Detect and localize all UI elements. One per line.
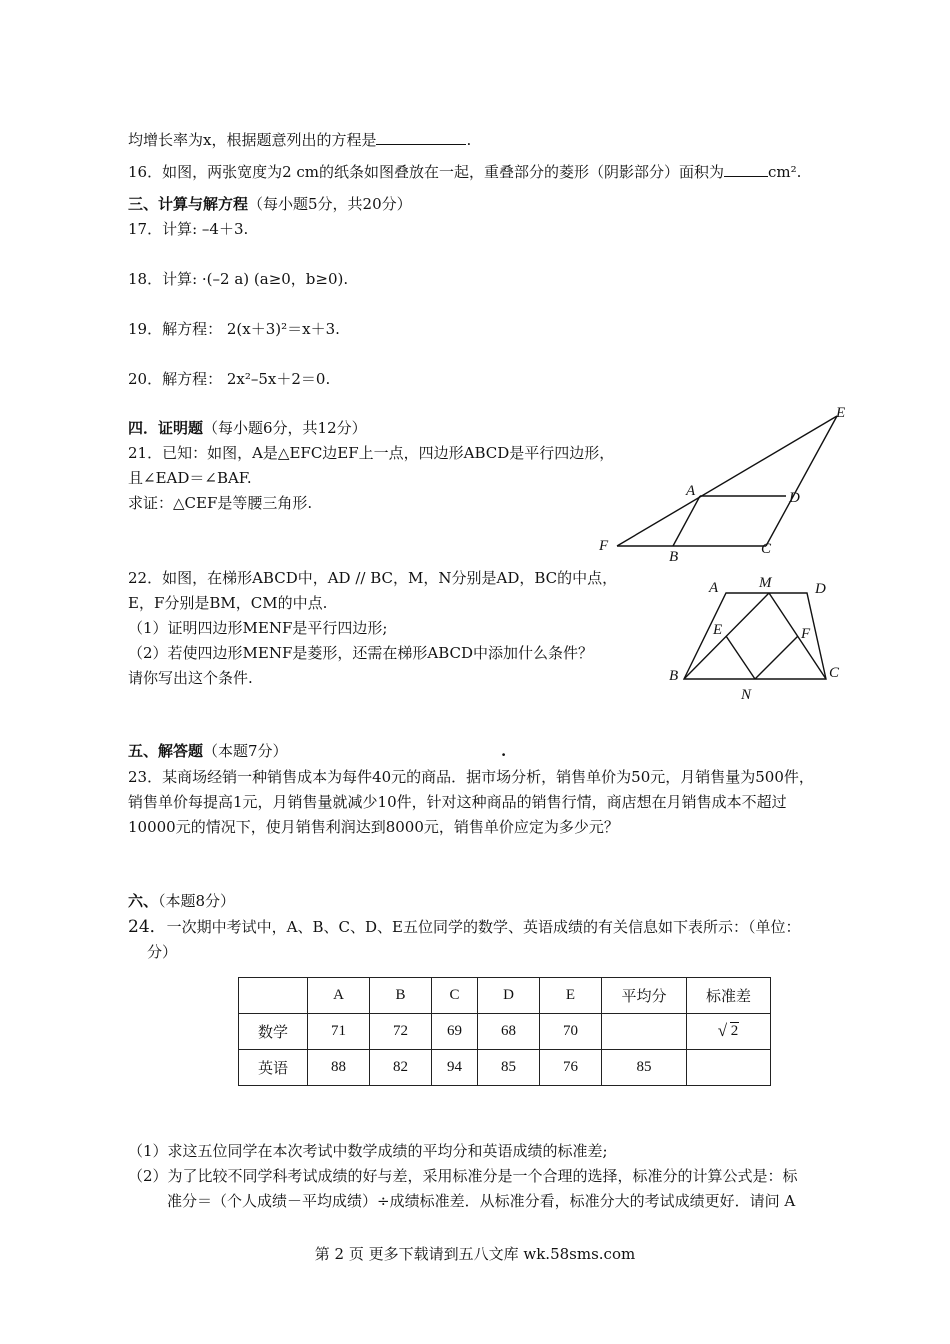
table-cell: 72 <box>370 1014 432 1050</box>
q24-number: 24． <box>128 917 167 937</box>
fig22-label-N: N <box>741 687 752 703</box>
table-header-cell: D <box>478 978 540 1014</box>
table-header-row <box>239 978 771 1014</box>
figure-22-trapezoid <box>660 570 850 705</box>
table-cell-subject: 数学 <box>239 1014 308 1050</box>
fig21-label-F: F <box>599 538 609 554</box>
q24-text: 一次期中考试中，A、B、C、D、E五位同学的数学、英语成绩的有关信息如下表所示：（单位： <box>166 918 801 936</box>
fig21-edge-EC <box>766 416 837 546</box>
section4-heading <box>128 418 367 438</box>
fig21-label-E: E <box>836 405 846 421</box>
q22-line5: 请你写出这个条件. <box>128 669 253 687</box>
fig21-edge-FE <box>617 416 837 546</box>
q24-part2-line2: 准分＝（个人成绩－平均成绩）÷成绩标准差．从标准分看，标准分大的考试成绩更好．请问 A <box>167 1192 796 1210</box>
table-header-cell <box>239 978 308 1014</box>
q23-line1: 23．某商场经销一种销售成本为每件40元的商品．据市场分析，销售单价为50元，月销售量为500件， <box>128 768 814 786</box>
q21-line3: 求证：△CEF是等腰三角形. <box>128 494 313 512</box>
q15-answer-blank[interactable] <box>376 129 466 145</box>
section3-heading <box>128 194 412 214</box>
q24-line1 <box>128 917 800 937</box>
q16-answer-blank[interactable] <box>724 161 768 177</box>
table-cell: 76 <box>540 1050 602 1086</box>
section4-title: 四．证明题 <box>128 419 204 437</box>
q22-line2: E，F分别是BM，CM的中点. <box>128 594 328 612</box>
q21-line2: 且∠EAD＝∠BAF. <box>128 469 252 487</box>
q19: 19．解方程： 2(x＋3)²＝x＋3. <box>128 320 340 338</box>
fig22-label-F: F <box>801 626 811 642</box>
fig22-label-D: D <box>815 581 826 597</box>
sqrt-expression <box>718 1023 740 1040</box>
table-header-cell: A <box>308 978 370 1014</box>
section6-title: 六、 <box>128 892 159 910</box>
q22-line1: 22．如图，在梯形ABCD中，AD // BC，M，N分别是AD，BC的中点， <box>128 569 618 587</box>
fig21-label-A: A <box>686 483 696 499</box>
score-table <box>238 977 771 1086</box>
q16 <box>128 161 801 182</box>
table-cell: 71 <box>308 1014 370 1050</box>
table-header-cell: C <box>432 978 478 1014</box>
fig21-label-B: B <box>669 549 679 565</box>
table-cell: 68 <box>478 1014 540 1050</box>
q15-text: 均增长率为x，根据题意列出的方程是 <box>128 131 377 149</box>
q16-unit: cm². <box>768 163 802 181</box>
q22-line3: （1）证明四边形MENF是平行四边形; <box>128 619 388 637</box>
table-cell: 70 <box>540 1014 602 1050</box>
sqrt-radical-icon: √ <box>717 1021 728 1040</box>
fig22-label-E: E <box>713 622 723 638</box>
section5-heading <box>128 741 288 761</box>
q24-line2: 分） <box>147 943 178 961</box>
fig21-label-D: D <box>789 490 800 506</box>
section3-title: 三、计算与解方程 <box>128 195 249 213</box>
table-cell-std <box>687 1014 771 1050</box>
q15-end: . <box>466 131 472 149</box>
fig21-label-C: C <box>761 541 772 557</box>
q20: 20．解方程： 2x²–5x＋2＝0. <box>128 370 331 388</box>
table-cell-mean <box>602 1014 687 1050</box>
q24-part1: （1）求这五位同学在本次考试中数学成绩的平均分和英语成绩的标准差; <box>128 1142 608 1160</box>
table-cell: 69 <box>432 1014 478 1050</box>
table-cell: 88 <box>308 1050 370 1086</box>
sqrt-radicand: 2 <box>730 1023 739 1039</box>
q15-tail <box>128 129 471 150</box>
section3-note: （每小题5分，共20分） <box>248 195 412 213</box>
q22-line4: （2）若使四边形MENF是菱形，还需在梯形ABCD中添加什么条件？ <box>128 644 594 662</box>
table-row <box>239 1014 771 1050</box>
table-cell-mean: 85 <box>602 1050 687 1086</box>
q24-part2-line1: （2）为了比较不同学科考试成绩的好与差，采用标准分是一个合理的选择，标准分的计算公式是：标 <box>128 1167 798 1185</box>
table-cell: 82 <box>370 1050 432 1086</box>
fig22-label-B: B <box>669 668 679 684</box>
table-header-cell: 平均分 <box>602 978 687 1014</box>
table-cell: 85 <box>478 1050 540 1086</box>
fig22-edge-EN <box>726 636 755 679</box>
table-header-cell: B <box>370 978 432 1014</box>
table-row <box>239 1050 771 1086</box>
table-cell-std <box>687 1050 771 1086</box>
fig22-edge-NF <box>755 636 798 679</box>
q16-text: 16．如图，两张宽度为2 cm的纸条如图叠放在一起，重叠部分的菱形（阴影部分）面积为 <box>128 163 725 181</box>
q23-line3: 10000元的情况下，使月销售利润达到8000元，销售单价应定为多少元？ <box>128 818 619 836</box>
section4-note: （每小题6分，共12分） <box>203 419 367 437</box>
fig22-label-A: A <box>709 580 719 596</box>
q17: 17．计算: –4＋3. <box>128 220 249 238</box>
table-header-cell: 标准差 <box>687 978 771 1014</box>
fig21-edge-AB <box>673 496 700 546</box>
table-header-cell: E <box>540 978 602 1014</box>
section5-note: （本题7分） <box>203 742 288 760</box>
q23-line2: 销售单价每提高1元，月销售量就减少10件，针对这种商品的销售行情，商店想在月销售成本不超过 <box>128 793 787 811</box>
fig22-label-M: M <box>759 575 772 591</box>
table-cell-subject: 英语 <box>239 1050 308 1086</box>
section5-title: 五、解答题 <box>128 742 204 760</box>
section6-note: （本题8分） <box>158 892 236 910</box>
q18: 18．计算: ·(–2 a) (a≥0，b≥0). <box>128 270 349 288</box>
stray-dot: . <box>501 742 507 760</box>
table-cell: 94 <box>432 1050 478 1086</box>
fig22-label-C: C <box>829 665 840 681</box>
figure-21-triangle <box>590 400 860 570</box>
q21-line1: 21．已知：如图，A是△EFC边EF上一点，四边形ABCD是平行四边形， <box>128 444 615 462</box>
section6-heading <box>128 891 235 911</box>
page-footer: 第 2 页 更多下载请到五八文库 wk.58sms.com <box>314 1245 636 1263</box>
